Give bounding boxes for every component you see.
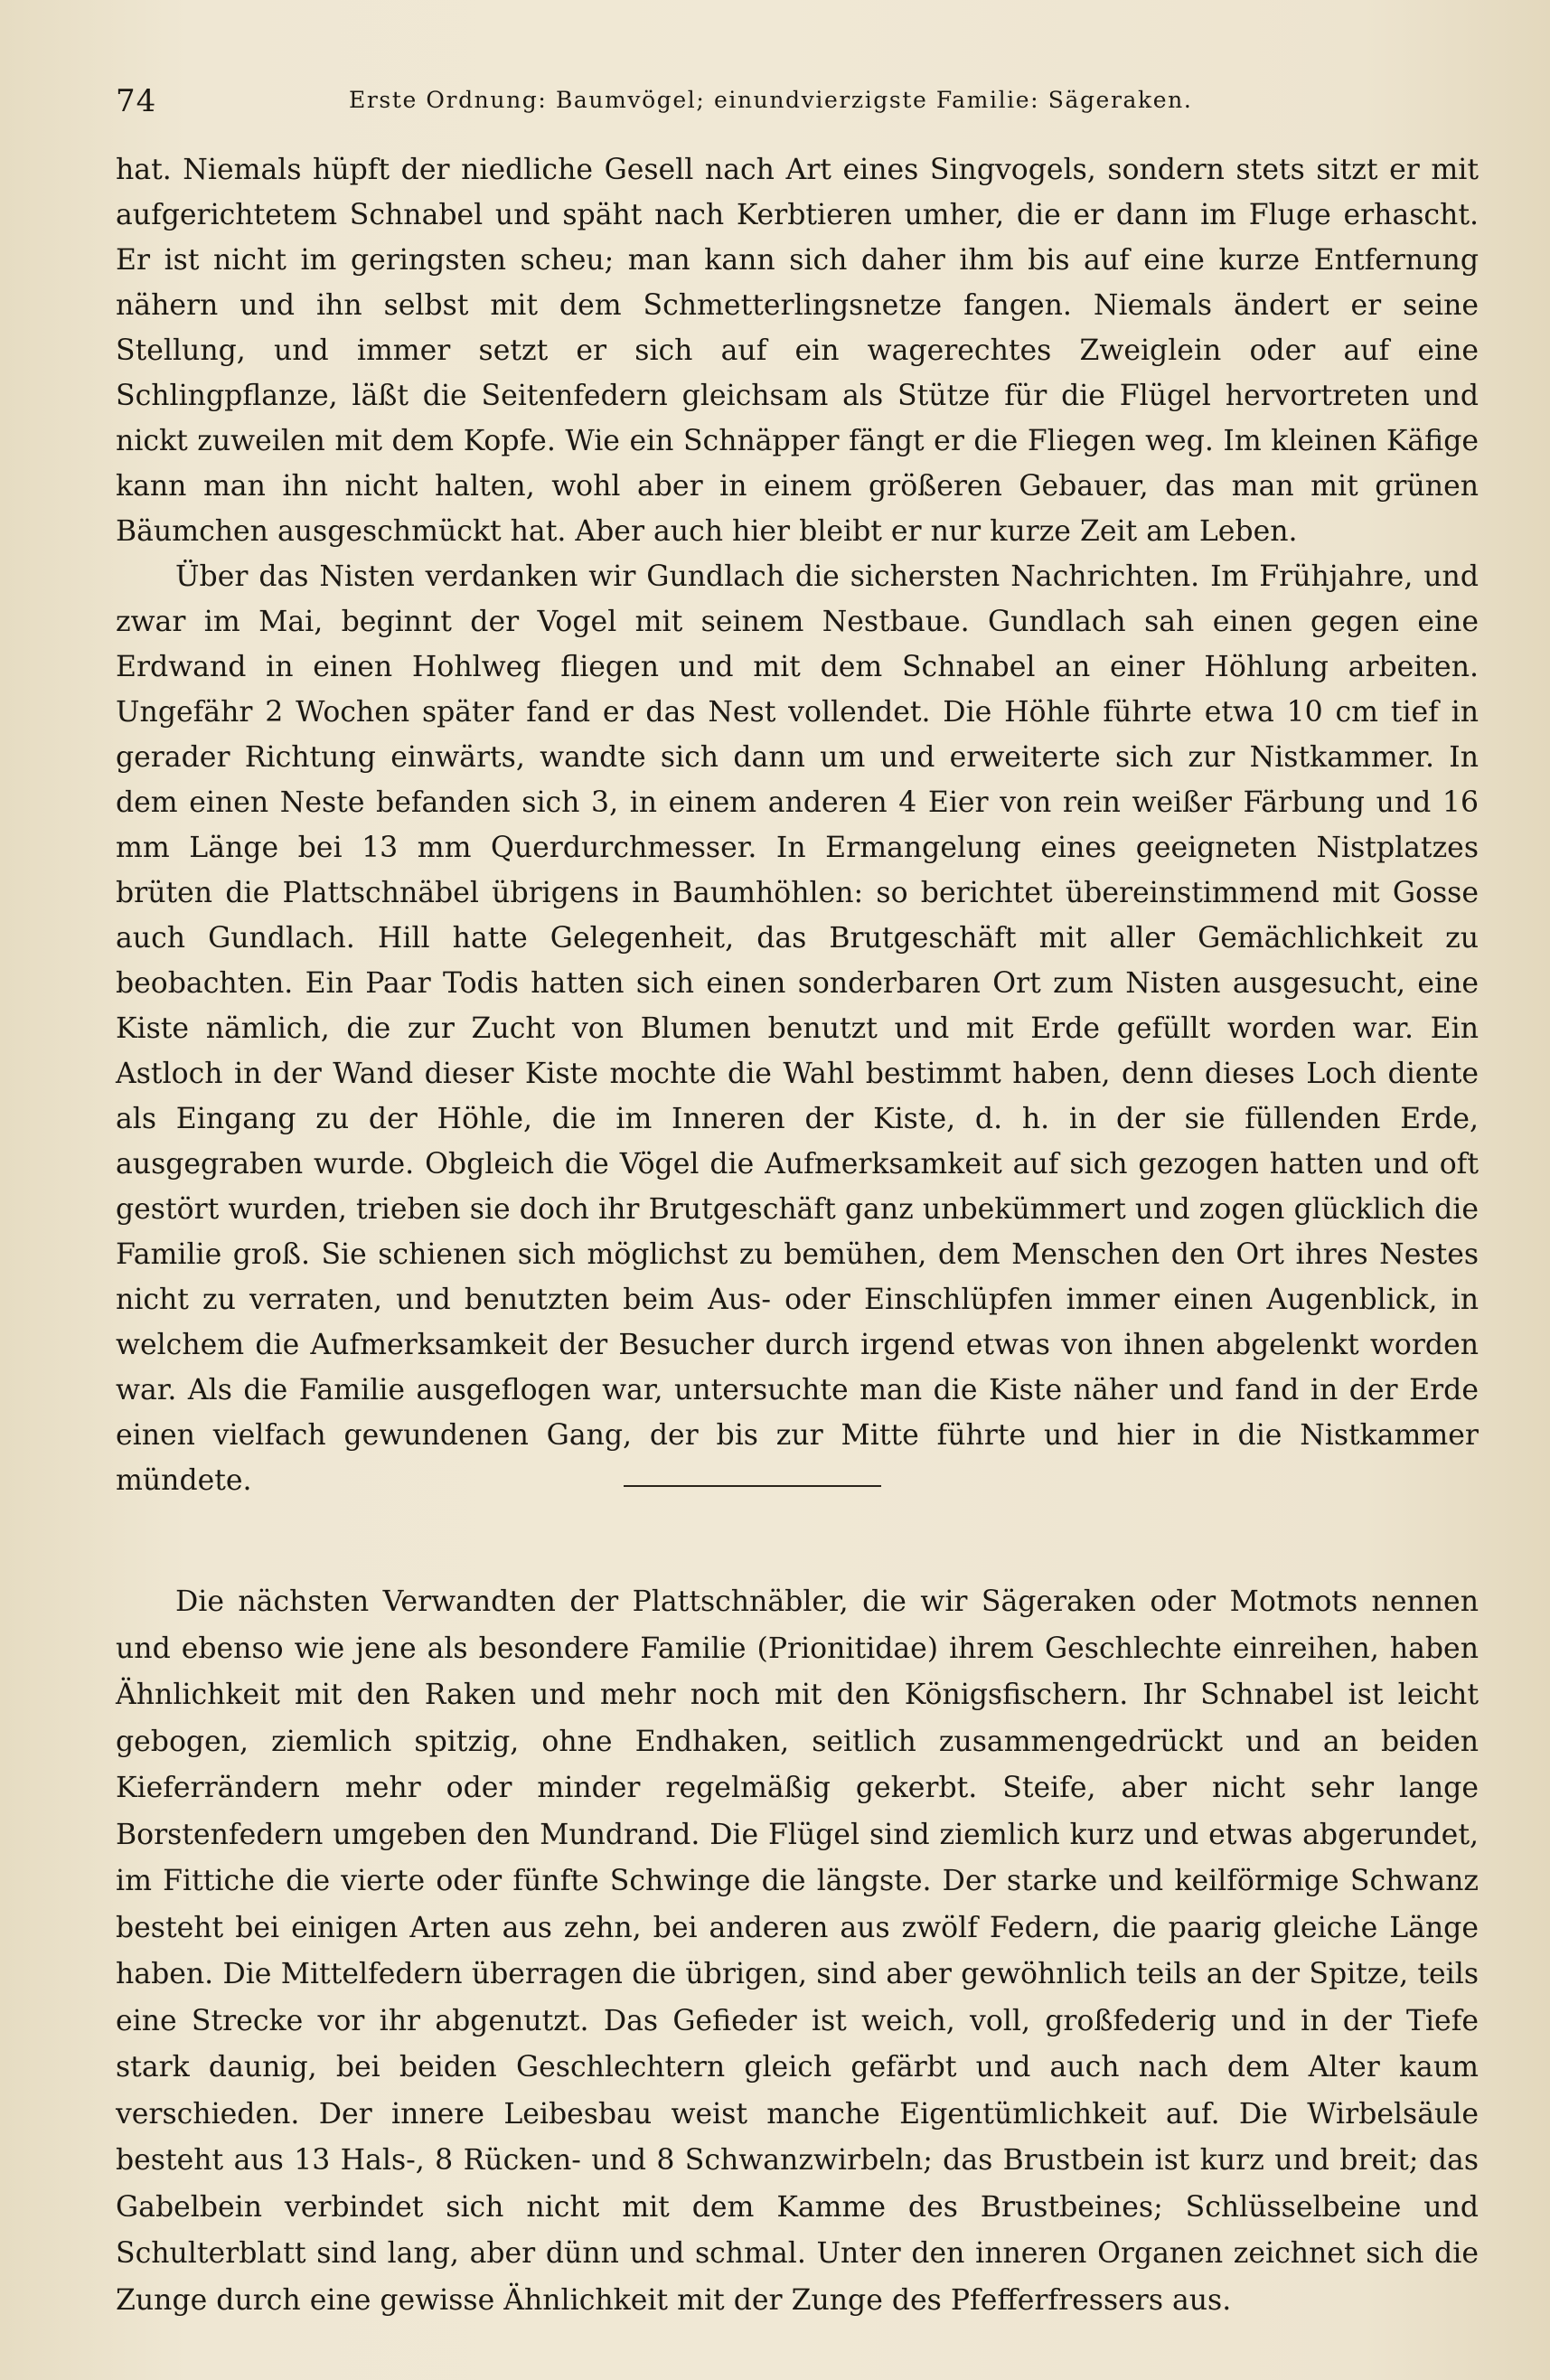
paragraph-behavior: hat. Niemals hüpft der niedliche Gesell nach Art eines Singvogels, sondern stets sitzt er mit aufgerichtetem Schnabel und späht nach Kerbtieren umher, die er dann im Fluge erhascht. Er ist nicht im geringsten scheu; man kann sich daher ihm bis auf eine kurze Entfernung nähern und ihn selbst mit dem Schmetterlingsnetze fangen. Niemals ändert er seine Stellung, und immer setzt er sich auf ein wagerechtes Zweiglein oder auf eine Schlingpflanze, läßt die Seitenfedern gleichsam als Stütze für die Flügel hervortreten und nickt zuweilen mit dem Kopfe. Wie ein Schnäpper fängt er die Fliegen weg. Im kleinen Käfige kann man ihn nicht halten, wohl aber in einem größeren Gebauer, das man mit grünen Bäumchen ausgeschmückt hat. Aber auch hier bleibt er nur kurze Zeit am Leben.	[116, 154, 1479, 548]
page-number: 74	[116, 83, 157, 119]
running-head: Erste Ordnung: Baumvögel; einundvierzigste Familie: Sägeraken.	[349, 87, 1193, 113]
text-block-saegeraken	[116, 1579, 1479, 2324]
section-divider	[624, 1485, 881, 1487]
page-header	[116, 83, 1453, 123]
paragraph-family-description: Die nächsten Verwandten der Plattschnäbler, die wir Sägeraken oder Motmots nennen und ebenso wie jene als besondere Familie (Prionitidae) ihrem Geschlechte einreihen, haben Ähnlichkeit mit den Raken und mehr noch mit den Königsfischern. Ihr Schnabel ist leicht gebogen, ziemlich spitzig, ohne Endhaken, seitlich zusammengedrückt und an beiden Kieferrändern mehr oder minder regelmäßig gekerbt. Steife, aber nicht sehr lange Borstenfedern umgeben den Mundrand. Die Flügel sind ziemlich kurz und etwas abgerundet, im Fittiche die vierte oder fünfte Schwinge die längste. Der starke und keilförmige Schwanz besteht bei einigen Arten aus zehn, bei anderen aus zwölf Federn, die paarig gleiche Länge haben. Die Mittelfedern überragen die übrigen, sind aber gewöhnlich teils an der Spitze, teils eine Strecke vor ihr abgenutzt. Das Gefieder ist weich, voll, großfederig und in der Tiefe stark daunig, bei beiden Geschlechtern gleich gefärbt und auch nach dem Alter kaum verschieden. Der innere Leibesbau weist manche Eigentümlichkeit auf. Die Wirbelsäule besteht aus 13 Hals-, 8 Rücken- und 8 Schwanzwirbeln; das Brustbein ist kurz und breit; das Gabelbein verbindet sich nicht mit dem Kamme des Brustbeines; Schlüsselbeine und Schulterblatt sind lang, aber dünn und schmal. Unter den inneren Organen zeichnet sich die Zunge durch eine gewisse Ähnlichkeit mit der Zunge des Pfefferfressers aus.	[116, 1585, 1479, 2317]
paragraph-nesting: Über das Nisten verdanken wir Gundlach die sichersten Nachrichten. Im Frühjahre, und zwar im Mai, beginnt der Vogel mit seinem Nestbaue. Gundlach sah einen gegen eine Erdwand in einen Hohlweg fliegen und mit dem Schnabel an einer Höhlung arbeiten. Ungefähr 2 Wochen später fand er das Nest vollendet. Die Höhle führte etwa 10 cm tief in gerader Richtung einwärts, wandte sich dann um und erweiterte sich zur Nistkammer. In dem einen Neste befanden sich 3, in einem anderen 4 Eier von rein weißer Färbung und 16 mm Länge bei 13 mm Querdurchmesser. In Ermangelung eines geeigneten Nistplatzes brüten die Plattschnäbel übrigens in Baumhöhlen: so berichtet übereinstimmend mit Gosse auch Gundlach. Hill hatte Gelegenheit, das Brutgeschäft mit aller Gemächlichkeit zu beobachten. Ein Paar Todis hatten sich einen sonderbaren Ort zum Nisten ausgesucht, eine Kiste nämlich, die zur Zucht von Blumen benutzt und mit Erde gefüllt worden war. Ein Astloch in der Wand dieser Kiste mochte die Wahl bestimmt haben, denn dieses Loch diente als Eingang zu der Höhle, die im Inneren der Kiste, d. h. in der sie füllenden Erde, ausgegraben wurde. Obgleich die Vögel die Aufmerksamkeit auf sich gezogen hatten und oft gestört wurden, trieben sie doch ihr Brutgeschäft ganz unbekümmert und zogen glücklich die Familie groß. Sie schienen sich möglichst zu bemühen, dem Menschen den Ort ihres Nestes nicht zu verraten, und benutzten beim Aus- oder Einschlüpfen immer einen Augenblick, in welchem die Aufmerksamkeit der Besucher durch irgend etwas von ihnen abgelenkt worden war. Als die Familie ausgeflogen war, untersuchte man die Kiste näher und fand in der Erde einen vielfach gewundenen Gang, der bis zur Mitte führte und hier in die Nistkammer mündete.	[116, 560, 1479, 1497]
text-block-nesting	[116, 147, 1479, 1503]
